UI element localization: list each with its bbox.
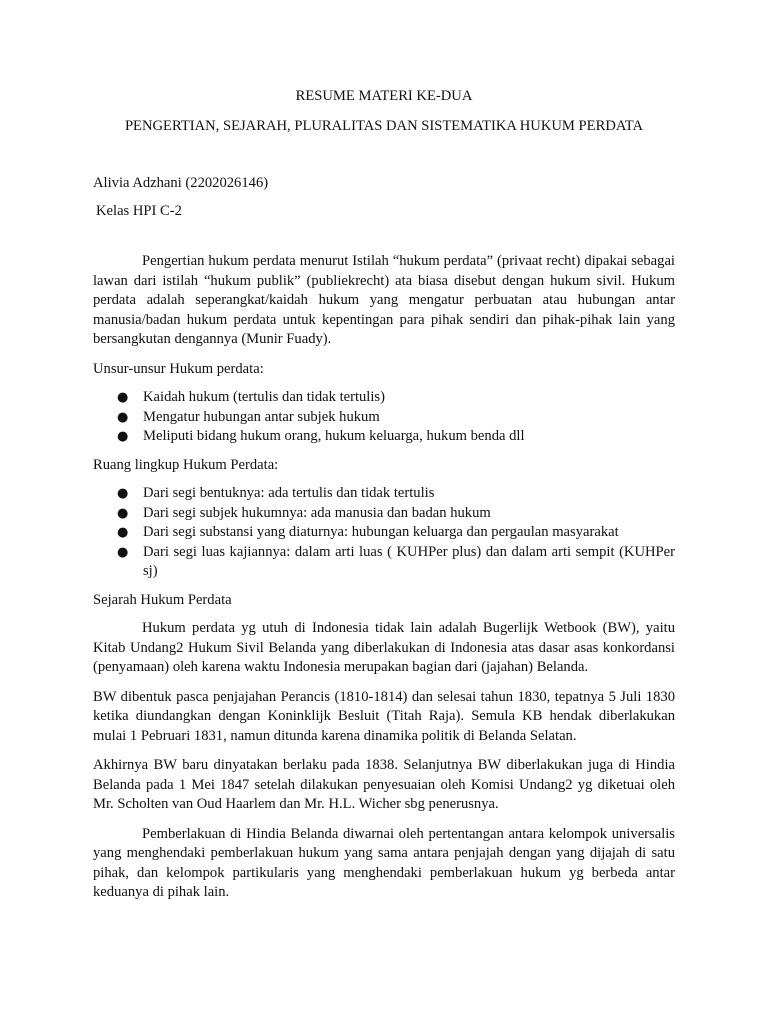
- document-title: RESUME MATERI KE-DUA: [295, 88, 473, 104]
- list-unsur: [93, 388, 675, 447]
- bullet-icon: ●: [117, 486, 129, 501]
- list-item: ● Dari segi substansi yang diaturnya: hubungan keluarga dan pergaulan masyarakat: [93, 523, 675, 543]
- bullet-icon: ●: [117, 525, 129, 540]
- list-item: ● Mengatur hubungan antar subjek hukum: [93, 408, 675, 428]
- paragraph-bw-indonesia: Hukum perdata yg utuh di Indonesia tidak lain adalah Bugerlijk Wetbook (BW), yaitu Kitab Undang2 Hukum Sivil Belanda yang diberlakukan di Indonesia atas dasar asas konkordansi (penyamaan) oleh karena waktu Indonesia merupakan bagian dari (jajahan) Belanda.: [93, 620, 675, 675]
- author-line: Alivia Adzhani (2202026146): [93, 175, 269, 191]
- paragraph-pemberlakuan: Pemberlakuan di Hindia Belanda diwarnai oleh pertentangan antara kelompok universalis yang menghendaki pemberlakuan hukum yang sama antara penjajah dengan yang dijajah di satu pihak, dan kelompok partikularis yang menghendaki pemberlakuan hukum yg berbeda antar keduanya di pihak lain.: [93, 825, 675, 900]
- list-ruang-lingkup: [93, 484, 675, 582]
- list-item: ● Meliputi bidang hukum orang, hukum keluarga, hukum benda dll: [93, 427, 675, 447]
- bullet-icon: ●: [117, 429, 129, 444]
- document-subtitle: PENGERTIAN, SEJARAH, PLURALITAS DAN SISTEMATIKA HUKUM PERDATA: [124, 117, 644, 134]
- heading-sejarah: Sejarah Hukum Perdata: [93, 591, 232, 608]
- bullet-icon: ●: [117, 505, 129, 521]
- heading-ruang-lingkup: Ruang lingkup Hukum Perdata:: [93, 456, 279, 473]
- list-item: ● Dari segi subjek hukumnya: ada manusia dan badan hukum: [93, 504, 675, 524]
- bullet-icon: ●: [117, 390, 129, 405]
- paragraph-bw-dibentuk: BW dibentuk pasca penjajahan Perancis (1810-1814) dan selesai tahun 1830, tepatnya 5 Juli 1830 ketika diundangkan dengan Koninklijk Besluit (Titah Raja). Semula KB hendak diberlakukan mulai 1 Pebruari 1831, namun ditunda karena dinamika politik di Belanda Selatan.: [93, 688, 675, 744]
- heading-unsur: Unsur-unsur Hukum perdata:: [93, 360, 264, 377]
- list-item: ● Dari segi bentuknya: ada tertulis dan tidak tertulis: [93, 484, 675, 504]
- paragraph-bw-berlaku: Akhirnya BW baru dinyatakan berlaku pada 1838. Selanjutnya BW diberlakukan juga di Hindia Belanda pada 1 Mei 1847 setelah dilakukan penyesuaian oleh Komisi Undang2 yg diketuai oleh Mr. Scholten van Oud Haarlem dan Mr. H.L. Wicher sbg penerusnya.: [93, 757, 675, 812]
- paragraph-pengertian: Pengertian hukum perdata menurut Istilah “hukum perdata” (privaat recht) dipakai sebagai lawan dari istilah “hukum publik” (publiekrecht) ata biasa disebut dengan hukum sivil. Hukum perdata adalah seperangkat/kaidah hukum yang mengatur perbuatan atau hubungan antar manusia/badan hukum perdata untuk kepentingan para pihak sendiri dan pihak-pihak lain yang bersangkutan dengannya (Munir Fuady).: [93, 253, 675, 347]
- class-line: Kelas HPI C-2: [96, 202, 182, 219]
- list-item: ● Dari segi luas kajiannya: dalam arti luas ( KUHPer plus) dan dalam arti sempit (KUHPer sj): [117, 543, 675, 579]
- document-body: [93, 87, 675, 913]
- list-item: ● Kaidah hukum (tertulis dan tidak tertulis): [93, 388, 675, 408]
- bullet-icon: ●: [117, 409, 129, 425]
- bullet-icon: ●: [117, 544, 129, 560]
